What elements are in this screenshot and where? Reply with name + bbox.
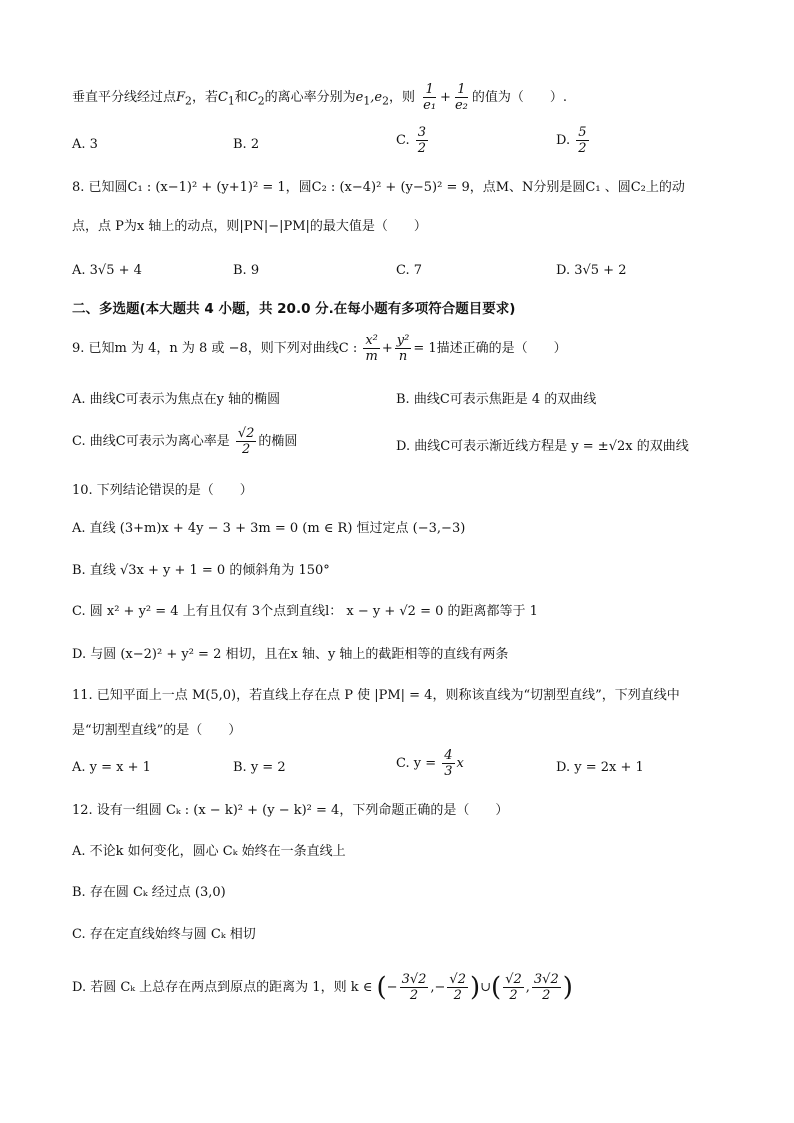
q7-option-c[interactable]: C. $\frac{3}{2}$	[396, 125, 427, 156]
q8-option-c[interactable]: C. 7	[396, 263, 423, 278]
fraction: $\frac{4}{3}$	[444, 748, 453, 779]
fraction: $\frac{\text{x²}}{m}$	[365, 333, 378, 364]
q7-option-d[interactable]: D. $\frac{5}{2}$	[556, 125, 587, 156]
q7-stem-tail: 垂直平分线经过点$F_2$，若$C_1$和$C_2$的离心率分别为$e_1,e_2$，则 $\frac{1}{\text{e₁}}$ + $\frac{1}{\text{e₂}}$ 的值为（ ）.	[72, 82, 567, 113]
q10-stem: 10. 下列结论错误的是（ ）	[72, 483, 253, 498]
q9-option-c[interactable]: C. 曲线C可表示为离心率是 $\frac{√2}{2}$ 的椭圆	[72, 426, 298, 457]
q12-option-a[interactable]: A. 不论k 如何变化，圆心 Cₖ 始终在一条直线上	[72, 844, 346, 859]
q12-option-c[interactable]: C. 存在定直线始终与圆 Cₖ 相切	[72, 927, 256, 942]
q12-stem: 12. 设有一组圆 Cₖ : (x − k)² + (y − k)² = 4，下列命题正确的是（ ）	[72, 803, 509, 818]
q10-option-b[interactable]: B. 直线 √3x + y + 1 = 0 的倾斜角为 150°	[72, 563, 330, 578]
fraction: $\frac{1}{\text{e₁}}$	[423, 82, 437, 113]
q8-option-b[interactable]: B. 9	[233, 263, 260, 278]
q11-stem-line2: 是“切割型直线”的是（ ）	[72, 723, 242, 738]
q11-option-b[interactable]: B. y = 2	[233, 760, 286, 775]
q12-option-b[interactable]: B. 存在圆 Cₖ 经过点 (3,0)	[72, 885, 226, 900]
q8-option-d[interactable]: D. 3√5 + 2	[556, 263, 627, 278]
q9-option-d[interactable]: D. 曲线C可表示渐近线方程是 y = ±√2x 的双曲线	[396, 439, 689, 454]
fraction: $\frac{√2}{2}$	[449, 972, 466, 1003]
q7-text: 垂直平分线经过点	[72, 90, 177, 105]
fraction: $\frac{3√2}{2}$	[533, 972, 559, 1003]
fraction: $\frac{5}{2}$	[578, 125, 587, 156]
q8-stem-line2: 点，点 P为x 轴上的动点，则|PN|−|PM|的最大值是（ ）	[72, 219, 427, 234]
fraction: $\frac{3}{2}$	[417, 125, 427, 156]
q10-option-c[interactable]: C. 圆 x² + y² = 4 上有且仅有 3个点到直线l： x − y + √2 = 0 的距离都等于 1	[72, 604, 538, 619]
q11-option-d[interactable]: D. y = 2x + 1	[556, 760, 644, 775]
q10-option-a[interactable]: A. 直线 (3+m)x + 4y − 3 + 3m = 0 (m ∈ R) 恒过定点 (−3,−3)	[72, 521, 466, 536]
q10-option-d[interactable]: D. 与圆 (x−2)² + y² = 2 相切，且在x 轴、y 轴上的截距相等的直线有两条	[72, 647, 509, 662]
q11-option-a[interactable]: A. y = x + 1	[72, 760, 151, 775]
fraction: $\frac{3√2}{2}$	[401, 972, 427, 1003]
q8-option-a[interactable]: A. 3√5 + 4	[72, 263, 142, 278]
q12-option-d[interactable]: D. 若圆 Cₖ 上总存在两点到原点的距离为 1，则 k ∈ (− $\frac{3√2}{2}$ ,− $\frac{√2}{2}$ )∪( $\frac{√2}{2}$ , $\frac{3√2}{2}$ )	[72, 972, 573, 1003]
section-heading: 二、多选题(本大题共 4 小题，共 20.0 分.在每小题有多项符合题目要求)	[72, 301, 516, 317]
fraction: $\frac{√2}{2}$	[237, 426, 255, 457]
q11-stem-line1: 11. 已知平面上一点 M(5,0)，若直线上存在点 P 使 |PM| = 4，则称该直线为“切割型直线”，下列直线中	[72, 688, 680, 703]
q8-stem-line1: 8. 已知圆C₁ : (x−1)² + (y+1)² = 1，圆C₂ : (x−4)² + (y−5)² = 9，点M、N分别是圆C₁ 、圆C₂上的动	[72, 180, 685, 195]
q7-option-a[interactable]: A. 3	[72, 137, 98, 152]
q7-option-b[interactable]: B. 2	[233, 137, 260, 152]
fraction: $\frac{1}{\text{e₂}}$	[454, 82, 468, 113]
q9-option-b[interactable]: B. 曲线C可表示焦距是 4 的双曲线	[396, 392, 597, 407]
q9-option-a[interactable]: A. 曲线C可表示为焦点在y 轴的椭圆	[72, 392, 281, 407]
fraction: $\frac{\text{y²}}{n}$	[396, 333, 410, 364]
q11-option-c[interactable]: C. y = $\frac{4}{3}$ x	[396, 748, 464, 779]
q9-stem: 9. 已知m 为 4，n 为 8 或 −8，则下列对曲线C : $\frac{\text{x²}}{m}$ + $\frac{\text{y²}}{n}$ = 1描述正确的是（ ）	[72, 333, 567, 364]
fraction: $\frac{√2}{2}$	[505, 972, 522, 1003]
